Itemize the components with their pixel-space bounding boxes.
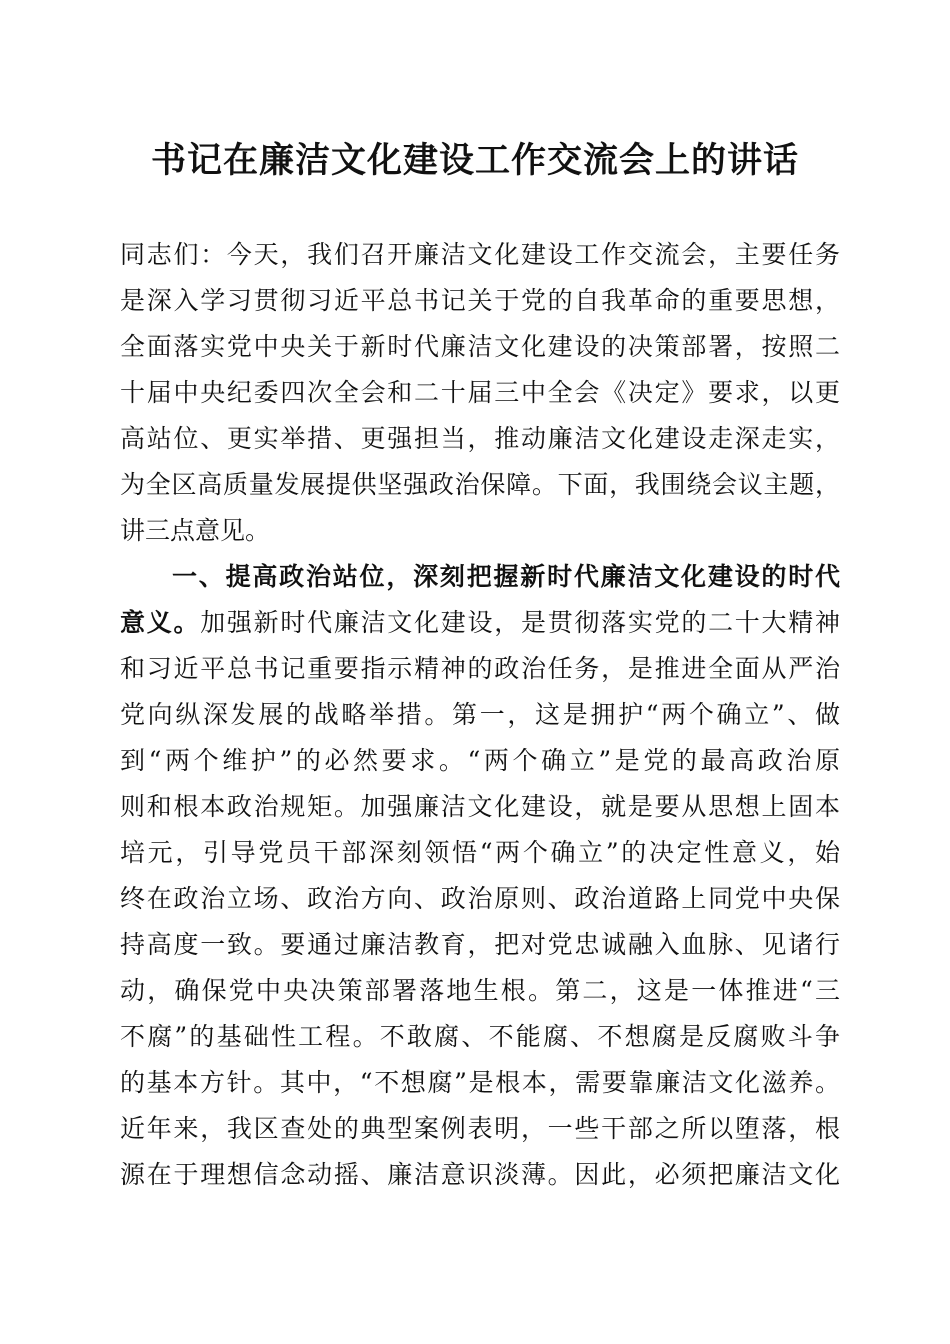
paragraph-line: 党向纵深发展的战略举措。第一，这是拥护“两个确立”、做 bbox=[120, 700, 840, 729]
paragraph-line: 为全区高质量发展提供坚强政治保障。下面，我围绕会议主题， bbox=[120, 470, 840, 499]
paragraph-line: 近年来，我区查处的典型案例表明，一些干部之所以堕落，根 bbox=[120, 1114, 840, 1143]
section-text: 加强新时代廉洁文化建设，是贯彻落实党的二十大精神 bbox=[200, 608, 840, 637]
paragraph-line: 则和根本政治规矩。加强廉洁文化建设，就是要从思想上固本 bbox=[120, 792, 840, 821]
document-body bbox=[120, 232, 840, 1198]
section-heading-end: 意义。 bbox=[120, 608, 201, 637]
paragraph-line: 不腐”的基础性工程。不敢腐、不能腐、不想腐是反腐败斗争 bbox=[120, 1022, 840, 1051]
paragraph-line: 终在政治立场、政治方向、政治原则、政治道路上同党中央保 bbox=[120, 884, 840, 913]
paragraph-line: 全面落实党中央关于新时代廉洁文化建设的决策部署，按照二 bbox=[120, 332, 840, 361]
paragraph-line: 动，确保党中央决策部署落地生根。第二，这是一体推进“三 bbox=[120, 976, 840, 1005]
paragraph-line: 讲三点意见。 bbox=[120, 516, 271, 545]
section-heading-continuation bbox=[120, 600, 840, 646]
paragraph-line: 到“两个维护”的必然要求。“两个确立”是党的最高政治原 bbox=[120, 746, 840, 775]
paragraph-line: 源在于理想信念动摇、廉洁意识淡薄。因此，必须把廉洁文化 bbox=[120, 1160, 840, 1189]
paragraph-line: 和习近平总书记重要指示精神的政治任务，是推进全面从严治 bbox=[120, 654, 840, 683]
section-heading: 一、提高政治站位，深刻把握新时代廉洁文化建设的时代 bbox=[172, 562, 840, 591]
paragraph-line: 培元，引导党员干部深刻领悟“两个确立”的决定性意义，始 bbox=[120, 838, 840, 867]
document-title: 书记在廉洁文化建设工作交流会上的讲话 bbox=[150, 140, 799, 181]
paragraph-line: 是深入学习贯彻习近平总书记关于党的自我革命的重要思想， bbox=[120, 286, 840, 315]
paragraph-line: 十届中央纪委四次全会和二十届三中全会《决定》要求，以更 bbox=[120, 378, 840, 407]
paragraph-line: 高站位、更实举措、更强担当，推动廉洁文化建设走深走实， bbox=[120, 424, 840, 453]
paragraph-line: 同志们：今天，我们召开廉洁文化建设工作交流会，主要任务 bbox=[120, 240, 840, 269]
paragraph-line: 持高度一致。要通过廉洁教育，把对党忠诚融入血脉、见诸行 bbox=[120, 930, 840, 959]
paragraph-line: 的基本方针。其中，“不想腐”是根本，需要靠廉洁文化滋养。 bbox=[120, 1068, 840, 1097]
